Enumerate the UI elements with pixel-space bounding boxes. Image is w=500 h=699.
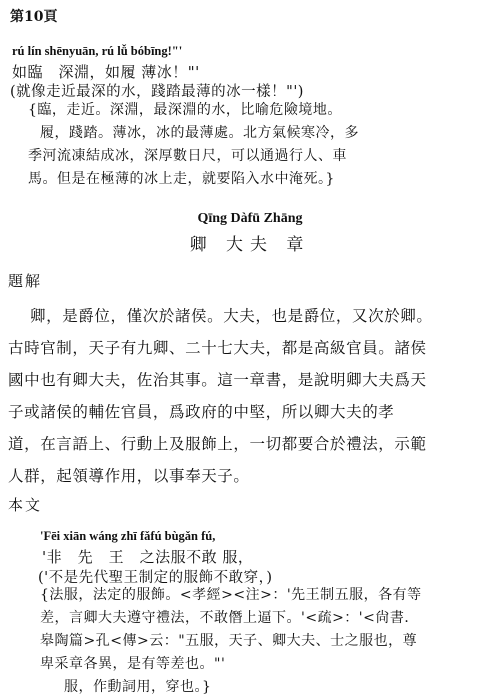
explanation-heading: 題解: [8, 272, 43, 290]
verse1-pinyin: rú lín shēnyuān, rú lǚ bóbīng!"': [12, 44, 183, 58]
explanation-line: 人群，起領導作用，以事奉天子。: [8, 467, 250, 485]
explanation-line: 卿，是爵位，僅次於諸侯。大夫，也是爵位，又次於卿。: [30, 307, 433, 325]
note-line: {法服，法定的服飾。<孝經><注>：'先王制五服，各有等: [40, 587, 422, 603]
main-text-chinese: '非 先 王 之法服不敢 服，: [42, 548, 254, 566]
explanation-line: 古時官制，天子有九卿、二十七大夫，都是高級官員。諸侯: [8, 339, 427, 357]
note-line: 卑采章各異，是有等差也。"': [40, 656, 226, 672]
note-line: 皋陶篇>孔<傳>云："五服，天子、卿大夫、士之服也，尊: [40, 633, 418, 649]
main-text-heading: 本文: [8, 496, 43, 514]
note-line: 服，作動詞用，穿也。}: [64, 679, 212, 695]
page-number: 第10頁: [10, 9, 58, 25]
explanation-line: 子或諸侯的輔佐官員，爲政府的中堅，所以卿大夫的孝: [8, 403, 395, 421]
verse1-notes: [28, 99, 359, 191]
main-text-pinyin: 'Fēi xiān wáng zhī fǎfú bùgǎn fú,: [40, 529, 216, 543]
main-text-translation: ('不是先代聖王制定的服飾不敢穿，): [38, 570, 273, 586]
note-line: 馬。但是在極薄的冰上走，就要陷入水中淹死。}: [28, 171, 335, 187]
note-line: 差，言卿大夫遵守禮法，不敢僭上逼下。'<疏>：'<尙書．: [40, 610, 419, 626]
explanation-line: 道，在言語上、行動上及服飾上，一切都要合於禮法，示範: [8, 435, 427, 453]
explanation-line: 國中也有卿大夫，佐治其事。這一章書，是說明卿大夫爲天: [8, 371, 427, 389]
explanation-text: [8, 300, 433, 492]
note-line: 季河流凍結成冰，深厚數日尺，可以通過行人、車: [28, 148, 347, 164]
verse1-translation: (就像走近最深的水，踐踏最薄的冰一樣！"'): [10, 84, 304, 100]
chapter-title-pinyin: Qīng Dàfū Zhāng: [197, 211, 303, 226]
note-line: {臨，走近。深淵，最深淵的水，比喻危險境地。: [28, 102, 342, 118]
note-line: 履，踐踏。薄冰，冰的最薄處。北方氣候寒冷，多: [40, 125, 359, 141]
main-text-notes: [40, 584, 422, 699]
chapter-title: 卿 大夫 章: [189, 235, 311, 255]
verse1-chinese: 如臨 深淵，如履 薄冰！"': [12, 63, 200, 81]
